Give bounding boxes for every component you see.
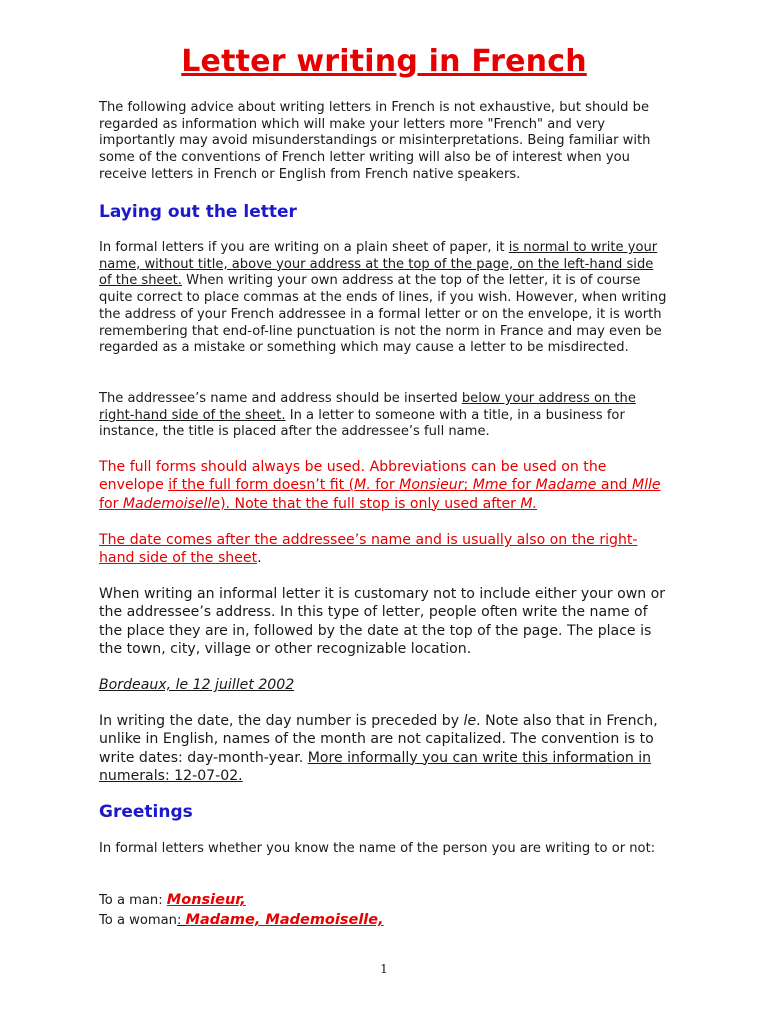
- example-date: Bordeaux, le 12 juillet 2002: [99, 677, 295, 693]
- layout-paragraph-5: When writing an informal letter it is customary not to include either your own or the addressee’s address. In this type of letter, people often write the name of the place they are in, followed by the date at the top of the page. The place is the town, city, village or other recognizable location.: [99, 586, 666, 657]
- text-span: When writing your own address at the top of the letter, it is of course quite correct to place commas at the ends of lines, if you wish. However, when writing the address of your French addressee in a formal letter or on the envelope, it is worth remembering that end-of-line punctuation is not the norm in France and may even be regarded as a mistake or something which may cause a letter to be misdirected.: [99, 273, 667, 356]
- intro-paragraph: The following advice about writing letters in French is not exhaustive, but should be regarded as information which will make your letters more "French" and very importantly may avoid misunderstandings or misinterpretations. Being familiar with some of the conventions of French letter writing will also be of interest when you receive letters in French or English from French native speakers.: [99, 100, 651, 182]
- layout-paragraph-4: [99, 531, 669, 568]
- layout-paragraph-3: [99, 458, 669, 513]
- layout-paragraph-1: [99, 240, 669, 357]
- section-heading-layout: Laying out the letter: [99, 202, 297, 222]
- greeting-madame: Madame, Mademoiselle,: [185, 912, 384, 928]
- greeting-monsieur: Monsieur,: [166, 892, 246, 908]
- underlined-text: [99, 477, 661, 511]
- word-mademoiselle: Mademoiselle: [122, 495, 221, 512]
- text-span: if the full form doesn’t fit (: [168, 477, 355, 494]
- section-heading-greetings: Greetings: [99, 802, 193, 822]
- abbrev-mlle: Mlle: [631, 477, 661, 494]
- word-le: le: [463, 713, 477, 729]
- underlined-text: The date comes after the addressee’s name and is usually also on the right-hand side of the sheet: [99, 532, 638, 567]
- greetings-paragraph: In formal letters whether you know the name of the person you are writing to or not:: [99, 841, 656, 856]
- text-span: ). Note that the full stop is only used after: [220, 495, 521, 512]
- word-monsieur: Monsieur: [399, 477, 464, 494]
- text-span: ;: [463, 477, 473, 494]
- text-span: .: [257, 550, 262, 567]
- page-number: 1: [380, 962, 388, 976]
- layout-paragraph-6: [99, 712, 669, 785]
- text-span: In a letter to someone with a title, in a business for instance, the title is placed after the addressee’s full name.: [99, 407, 625, 440]
- abbrev-mme: Mme: [472, 477, 508, 494]
- layout-paragraph-2: [99, 391, 669, 441]
- text-span: :: [176, 913, 186, 928]
- underlined-text: below your address on the right-hand side of the sheet.: [99, 391, 636, 423]
- page-title: Letter writing in French: [181, 44, 587, 79]
- text-span: for: [370, 477, 400, 494]
- text-span: To a woman: [99, 913, 177, 928]
- greeting-woman: [99, 912, 669, 930]
- word-madame: Madame: [535, 477, 597, 494]
- text-span: for: [99, 495, 123, 512]
- underlined-text: is normal to write your name, without title, above your address at the top of the page, on the left-hand side of the sheet.: [99, 240, 658, 289]
- text-span: for: [507, 477, 536, 494]
- greeting-man: [99, 892, 669, 910]
- text-span: . Note also that in French, unlike in English, names of the month are not capitalized. The convention is to write dates: day-month-year.: [99, 713, 658, 766]
- text-span: To a man:: [99, 893, 167, 908]
- underlined-text: More informally you can write this information in numerals: 12-07-02.: [99, 749, 652, 784]
- text-span: The addressee’s name and address should be inserted: [99, 391, 462, 406]
- text-span: The full forms should always be used. Abbreviations can be used on the envelope: [99, 459, 607, 494]
- text-span: In writing the date, the day number is preceded by: [99, 713, 464, 729]
- text-span: In formal letters if you are writing on a plain sheet of paper, it: [99, 240, 509, 255]
- abbrev-m: M.: [520, 495, 538, 512]
- abbrev-m: M.: [354, 477, 371, 494]
- text-span: and: [596, 477, 632, 494]
